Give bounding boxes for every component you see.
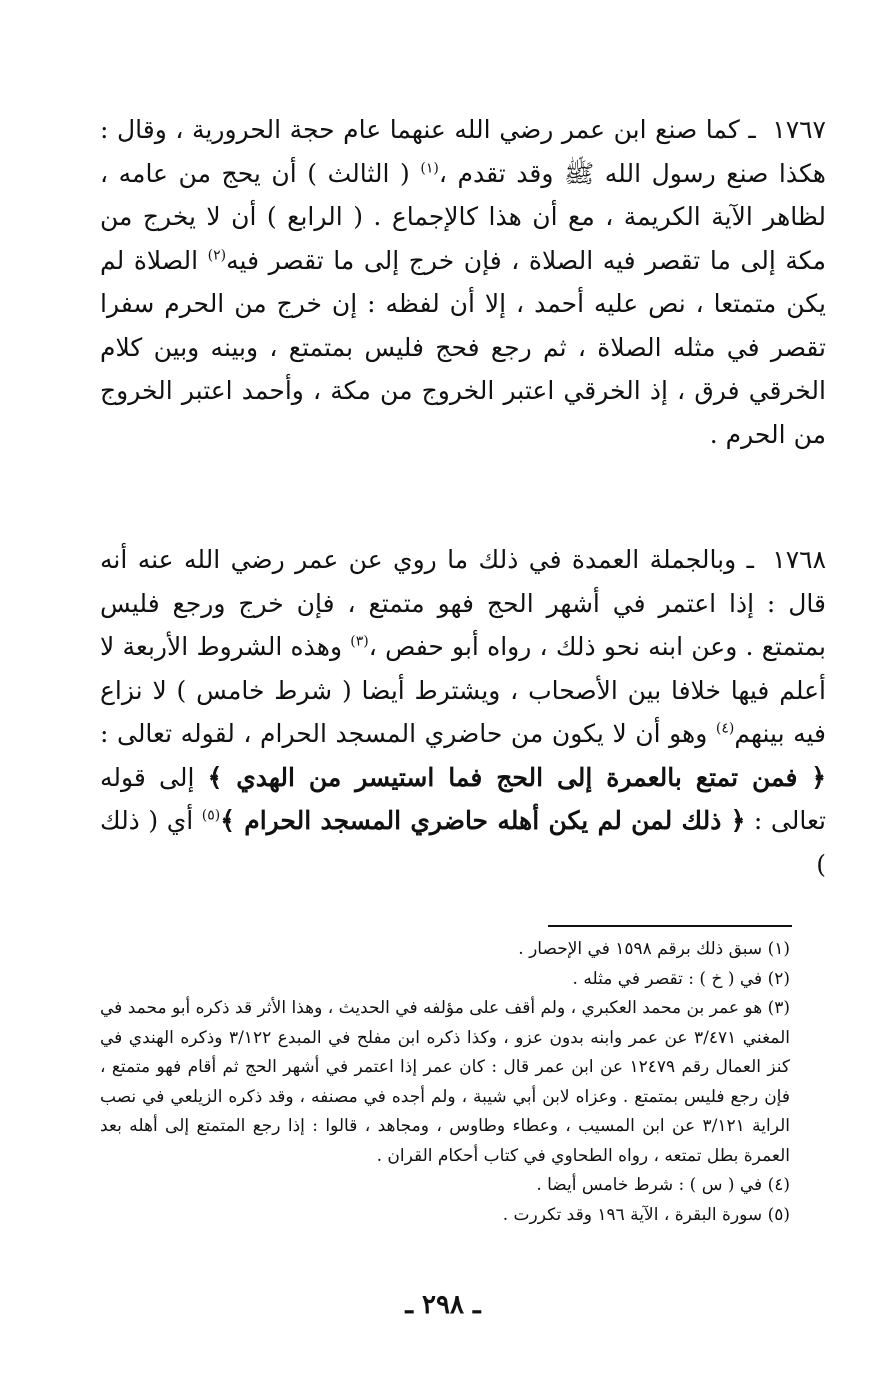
entry-text: كما صنع ابن عمر رضي الله عنهما عام حجة الحرورية ، وقال : هكذا صنع رسول الله ﷺ وقد تقدم ، (100, 115, 826, 188)
entry-text: أي ( ذلك ) (100, 806, 826, 879)
paragraph-1767 (100, 108, 826, 456)
entry-dash: ـ (746, 545, 754, 574)
entry-text: إلى قوله تعالى : (100, 762, 826, 835)
footnote-3: (٣) هو عمر بن محمد العكبري ، ولم أقف على مؤلفه في الحديث ، وهذا الأثر قد ذكره أبو محمد في المغني ٣/٤٧١ عن عمر وابنه بدون عزو ، وكذا ذكره ابن مفلح في المبدع ٣/١٢٢ وذكره الهندي في كنز العمال رقم ١٢٤٧٩ عن ابن عمر قال : كان عمر إذا اعتمر في أشهر الحج ثم أقام فهو متمتع ، فإن رجع فليس بمتمتع . وعزاه لابن أبي شيبة ، ولم أجده في مصنفه ، وقد ذكره الزيلعي في نصب الراية ٣/١٢١ عن ابن المسيب ، وعطاء وطاوس ، ومجاهد ، قالوا : إذا رجع المتمتع إلى أهله بعد العمرة بطل تمتعه ، رواه الطحاوي في كتاب أحكام القران . (100, 998, 790, 1166)
footnote-ref: (٢) (207, 247, 227, 264)
entry-dash: ـ (748, 115, 756, 144)
footnote-divider (548, 925, 792, 927)
footnote-ref: (١) (420, 160, 439, 177)
footnote-ref: (٥) (201, 807, 221, 824)
footnote-1: (١) سبق ذلك برقم ١٥٩٨ في الإحصار . (518, 939, 790, 959)
footnotes (100, 935, 790, 1230)
footnote-5: (٥) سورة البقرة ، الآية ١٩٦ وقد تكررت . (502, 1204, 790, 1225)
footnote-4: (٤) في ( س ) : شرط خامس أيضا . (536, 1175, 790, 1195)
paragraph-1768 (100, 538, 826, 886)
entry-text: ( الثالث ) أن يحج من عامه ، لظاهر الآية الكريمة ، مع أن هذا كالإجماع . ( الرابع ) أن لا يخرج من مكة إلى ما تقصر فيه الصلاة ، فإن خرج إلى ما تقصر فيه (100, 158, 826, 275)
entry-text: وبالجملة العمدة في ذلك ما روي عن عمر رضي الله عنه أنه قال : إذا اعتمر في أشهر الحج فهو متمتع ، فإن خرج ورجع فليس بمتمتع . وعن ابنه نحو ذلك ، رواه أبو حفص ، (100, 545, 827, 661)
entry-text: الصلاة لم يكن متمتعا ، نص عليه أحمد ، إلا أن لفظه : إن خرج من الحرم سفرا تقصر في مثله الصلاة ، ثم رجع فحج فليس بمتمتع ، وبينه وبين كلام الخرقي فرق ، إذ الخرقي اعتبر الخروج من مكة ، وأحمد اعتبر الخروج من الحرم . (100, 245, 826, 449)
footnote-ref: (٤) (715, 720, 735, 737)
footnote-ref: (٣) (350, 633, 369, 650)
entry-text: وهذه الشروط الأربعة لا أعلم فيها خلافا بين الأصحاب ، ويشترط أيضا ( شرط خامس ) لا نزاع فيه بينهم (100, 632, 826, 748)
quran-quote: ﴿ ذلك لمن لم يكن أهله حاضري المسجد الحرام ﴾ (220, 806, 746, 835)
entry-text: وهو أن لا يكون من حاضري المسجد الحرام ، لقوله تعالى : (100, 719, 716, 748)
footnote-2: (٢) في ( خ ) : تقصر في مثله . (572, 968, 790, 989)
page-number: ـ ٢٩٨ ـ (405, 1290, 481, 1320)
entry-number: ١٧٦٨ (772, 545, 827, 574)
quran-quote: ﴿ فمن تمتع بالعمرة إلى الحج فما استيسر من الهدي ﴾ (207, 762, 826, 792)
entry-number: ١٧٦٧ (772, 115, 826, 144)
